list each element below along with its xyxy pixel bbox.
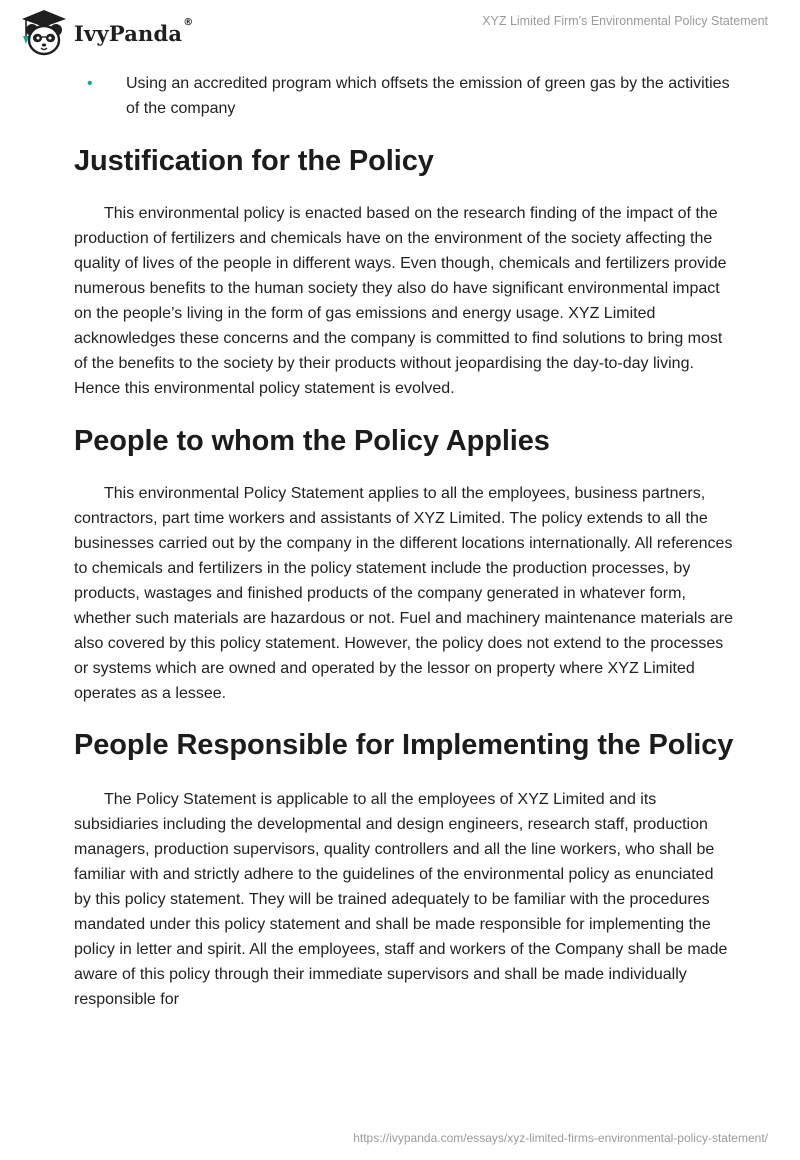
bullet-icon: • (87, 75, 93, 92)
bullet-text: Using an accredited program which offsets the emission of green gas by the activities of the company (126, 75, 730, 117)
source-url[interactable]: https://ivypanda.com/essays/xyz-limited-firms-environmental-policy-statement/ (353, 1131, 768, 1145)
essay-content (74, 71, 734, 1012)
section-paragraph-applicability: This environmental Policy Statement applies to all the employees, business partners, contractors, part time workers and assistants of XYZ Limited. The policy extends to all the businesses carried out by the company in the different locations internationally. All references to chemicals and fertilizers in the policy statement include the production processes, by products, wastages and finished products of the company generated in whatever form, whether such materials are hazardous or not. Fuel and machinery maintenance materials are also covered by this policy statement. However, the policy does not extend to the processes or systems which are owned and operated by the lessor on property where XYZ Limited operates as a lessee. (74, 485, 733, 702)
brand-name: IvyPanda® (74, 16, 194, 46)
list-item (74, 71, 734, 121)
section-heading-justification: Justification for the Policy (74, 145, 434, 177)
section-heading-applicability: People to whom the Policy Applies (74, 425, 550, 457)
section-paragraph-responsibility: The Policy Statement is applicable to all the employees of XYZ Limited and its subsidiaries including the developmental and design engineers, research staff, production managers, production supervisors, quality controllers and all the line workers, who shall be familiar with and strictly adhere to the guidelines of the environmental policy as enunciated by this policy statement. They will be trained adequately to be familiar with the procedures mandated under this policy statement and shall be made responsible for implementing the policy in letter and spirit. All the employees, staff and workers of the Company shall be made aware of this policy through their immediate supervisors and shall be made individually responsible for (74, 791, 728, 1008)
page-header (0, 0, 800, 64)
section-heading-responsibility: People Responsible for Implementing the Policy (74, 729, 734, 761)
section-paragraph-justification: This environmental policy is enacted based on the research finding of the impact of the production of fertilizers and chemicals have on the environment of the society affecting the quality of lives of the people in different ways. Even though, chemicals and fertilizers provide numerous benefits to the human society they also do have significant environmental impact on the people’s living in the form of gas emissions and energy usage. XYZ Limited acknowledges these concerns and the company is committed to find solutions to bring most of the benefits to the society by their products without jeopardising the day-to-day living. Hence this environmental policy statement is evolved. (74, 205, 727, 397)
panda-graduate-icon (14, 6, 70, 58)
document-title: XYZ Limited Firm's Environmental Policy Statement (482, 14, 768, 28)
ivypanda-logo[interactable] (14, 6, 193, 58)
